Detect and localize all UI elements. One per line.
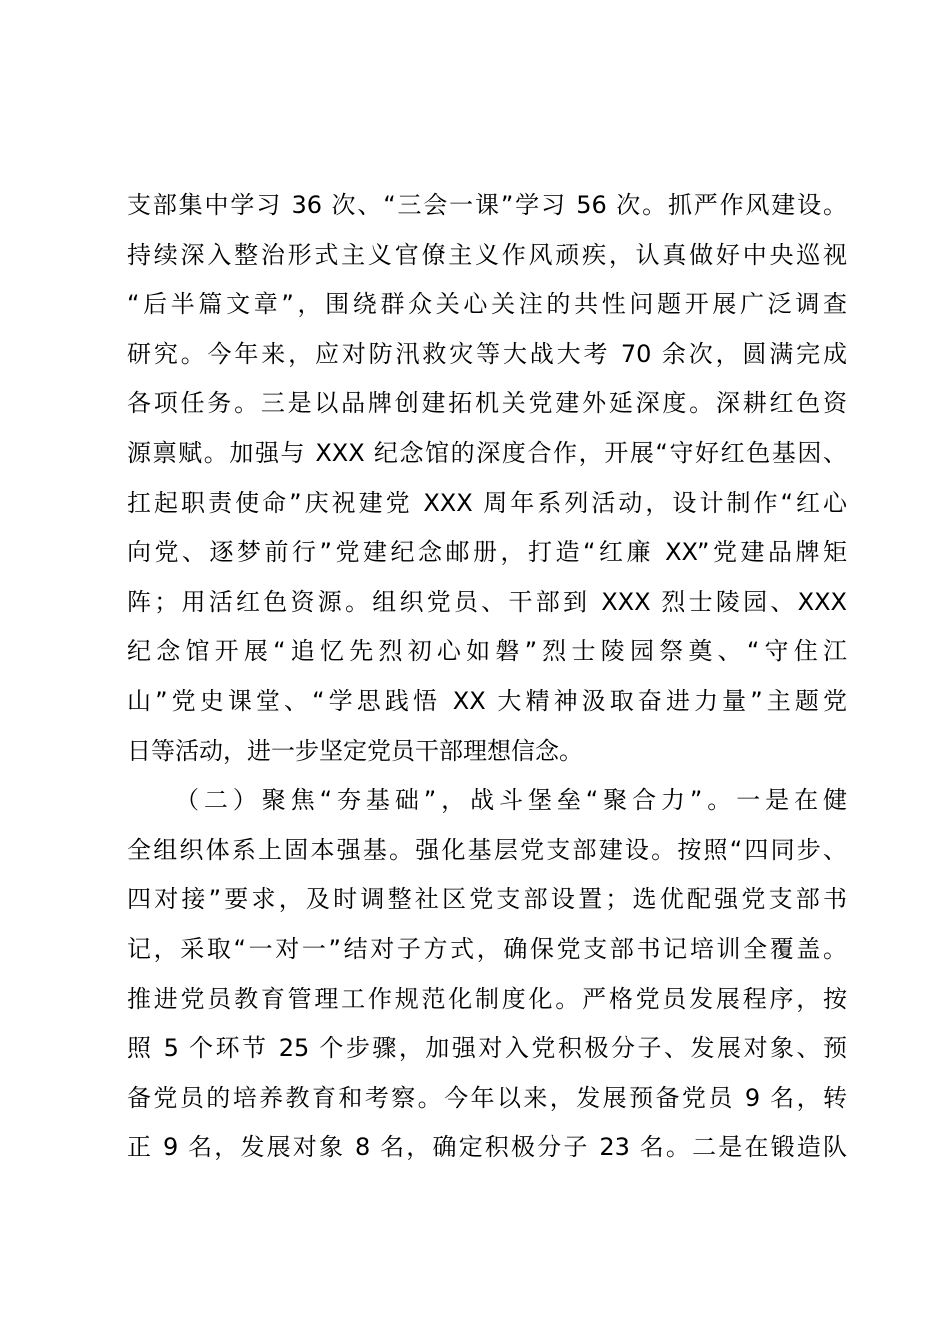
text-line: 备党员的培养教育和考察。今年以来，发展预备党员 9 名，转 xyxy=(127,1083,847,1112)
body-text xyxy=(127,181,847,1173)
text-line: 支部集中学习 36 次、“三会一课”学习 56 次。抓严作风建设。 xyxy=(127,191,847,219)
text-line: 持续深入整治形式主义官僚主义作风顽疾，认真做好中央巡视 xyxy=(127,240,847,269)
text-line: 正 9 名，发展对象 8 名，确定积极分子 23 名。二是在锻造队 xyxy=(127,1133,847,1162)
text-line: 扛起职责使命”庆祝建党 XXX 周年系列活动，设计制作“红心 xyxy=(127,488,847,517)
paragraph-end-line: 日等活动，进一步坚定党员干部理想信念。 xyxy=(127,736,583,765)
text-line: 研究。今年来，应对防汛救灾等大战大考 70 余次，圆满完成 xyxy=(127,339,847,368)
section-heading-line: （二）聚焦“夯基础”，战斗堡垒“聚合力”。一是在健 xyxy=(175,786,847,815)
text-line: 纪念馆开展“追忆先烈初心如磐”烈士陵园祭奠、“守住江 xyxy=(127,637,847,666)
text-line: 源禀赋。加强与 XXX 纪念馆的深度合作，开展“守好红色基因、 xyxy=(127,438,847,467)
text-line: 四对接”要求，及时调整社区党支部设置；选优配强党支部书 xyxy=(127,885,847,914)
text-line: 向党、逐梦前行”党建纪念邮册，打造“红廉 XX”党建品牌矩 xyxy=(127,538,847,567)
text-line: 记，采取“一对一”结对子方式，确保党支部书记培训全覆盖。 xyxy=(127,934,847,963)
text-line: 各项任务。三是以品牌创建拓机关党建外延深度。深耕红色资 xyxy=(127,389,847,418)
text-line: 照 5 个环节 25 个步骤，加强对入党积极分子、发展对象、预 xyxy=(127,1034,847,1063)
text-line: 全组织体系上固本强基。强化基层党支部建设。按照“四同步、 xyxy=(127,835,847,864)
text-line: 推进党员教育管理工作规范化制度化。严格党员发展程序，按 xyxy=(127,984,847,1013)
text-line: 山”党史课堂、“学思践悟 XX 大精神汲取奋进力量”主题党 xyxy=(127,686,847,715)
text-line: “后半篇文章”，围绕群众关心关注的共性问题开展广泛调查 xyxy=(127,290,847,319)
text-line: 阵；用活红色资源。组织党员、干部到 XXX 烈士陵园、XXX xyxy=(127,587,847,616)
